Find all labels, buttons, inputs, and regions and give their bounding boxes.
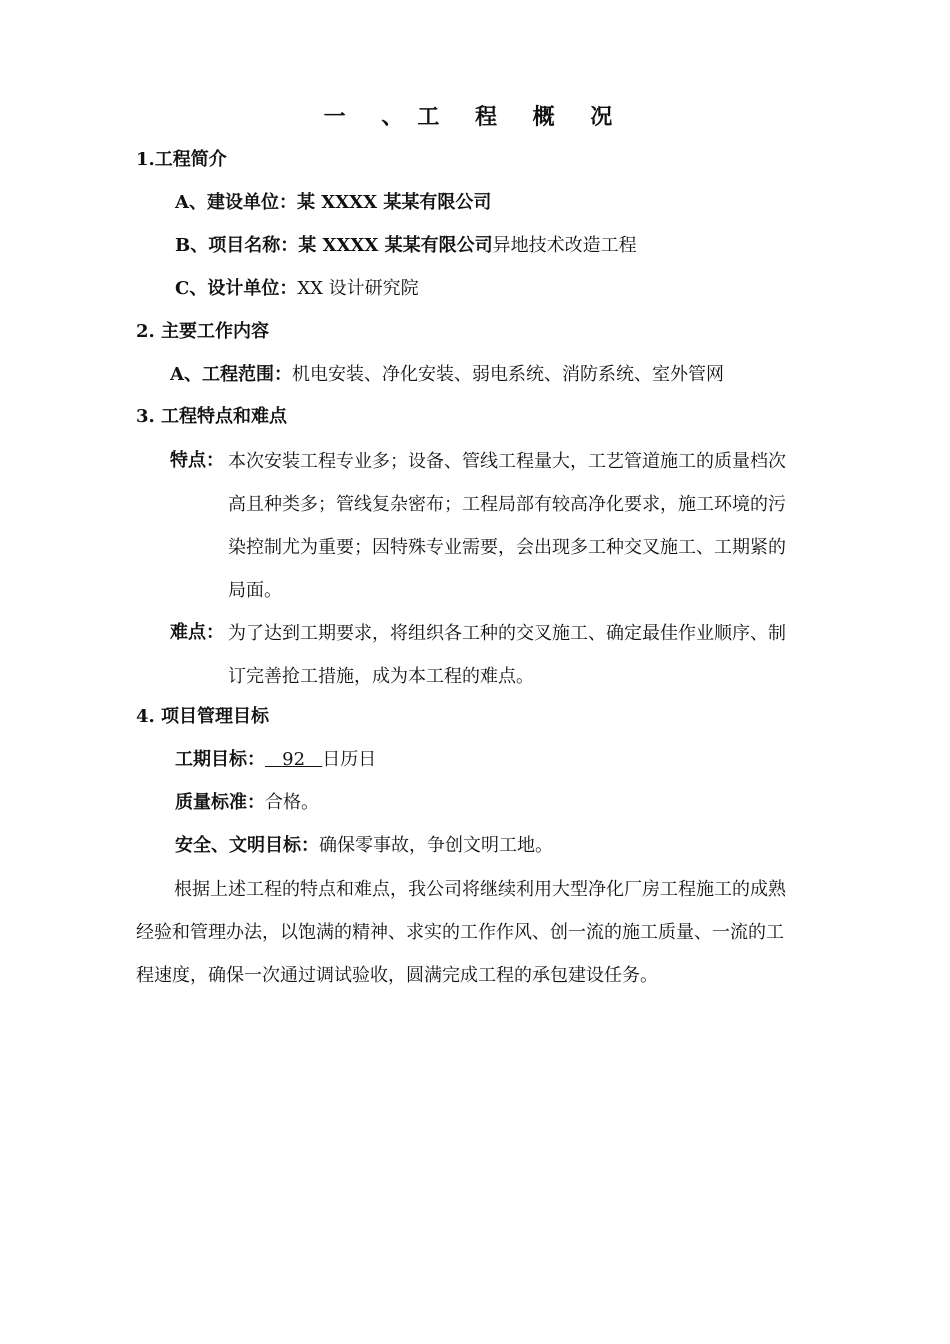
quality-value: 合格。	[265, 792, 319, 813]
design-unit-line	[175, 277, 419, 301]
project-name-label: B、项目名称：	[175, 235, 299, 256]
construction-unit-label: A、建设单位：	[175, 192, 297, 213]
summary-line: 经验和管理办法，以饱满的精神、求实的工作作风、创一流的施工质量、一流的工	[136, 922, 784, 943]
schedule-line	[175, 748, 376, 772]
schedule-value: 92	[282, 749, 306, 770]
difficulties-text	[228, 612, 848, 698]
section-4-heading: 4. 项目管理目标	[136, 706, 270, 727]
schedule-unit: 日历日	[322, 749, 377, 770]
features-line: 本次安装工程专业多；设备、管线工程量大，工艺管道施工的质量档次	[228, 451, 786, 472]
section-2-heading: 2. 主要工作内容	[136, 321, 270, 342]
design-unit-label: C、设计单位：	[175, 278, 298, 299]
section-3-heading: 3. 工程特点和难点	[136, 406, 288, 427]
design-unit-value: XX 设计研究院	[297, 278, 419, 299]
quality-label: 质量标准：	[175, 792, 265, 813]
summary-paragraph	[136, 868, 836, 997]
features-text	[228, 440, 848, 612]
section-1-heading: 1.工程简介	[136, 149, 227, 170]
scope-line	[170, 363, 724, 387]
project-name-value: 异地技术改造工程	[492, 235, 637, 256]
safety-value: 确保零事故，争创文明工地。	[319, 835, 553, 856]
project-name-line	[175, 234, 637, 258]
safety-line	[175, 834, 553, 858]
difficulties-line: 为了达到工期要求，将组织各工种的交叉施工、确定最佳作业顺序、制	[228, 623, 786, 644]
construction-unit-line	[175, 191, 491, 215]
features-label: 特点：	[170, 450, 224, 471]
features-line: 高且种类多；管线复杂密布；工程局部有较高净化要求，施工环境的污	[228, 494, 786, 515]
construction-unit-value: 某 XXXX 某某有限公司	[296, 192, 492, 213]
safety-label: 安全、文明目标：	[175, 835, 319, 856]
difficulties-label: 难点：	[170, 622, 224, 643]
page-title: 一 、工 程 概 况	[323, 104, 627, 130]
project-name-company: 某 XXXX 某某有限公司	[298, 235, 493, 256]
scope-label: A、工程范围：	[170, 364, 292, 385]
summary-line: 根据上述工程的特点和难点，我公司将继续利用大型净化厂房工程施工的成熟	[174, 879, 786, 900]
quality-line	[175, 791, 319, 815]
schedule-value-underlined	[265, 749, 322, 770]
features-line: 局面。	[228, 580, 282, 601]
schedule-label: 工期目标：	[175, 749, 265, 770]
difficulties-line: 订完善抢工措施，成为本工程的难点。	[228, 666, 534, 687]
scope-value: 机电安装、净化安装、弱电系统、消防系统、室外管网	[291, 364, 724, 385]
features-line: 染控制尤为重要；因特殊专业需要，会出现多工种交叉施工、工期紧的	[228, 537, 786, 558]
summary-line: 程速度，确保一次通过调试验收，圆满完成工程的承包建设任务。	[136, 965, 658, 986]
